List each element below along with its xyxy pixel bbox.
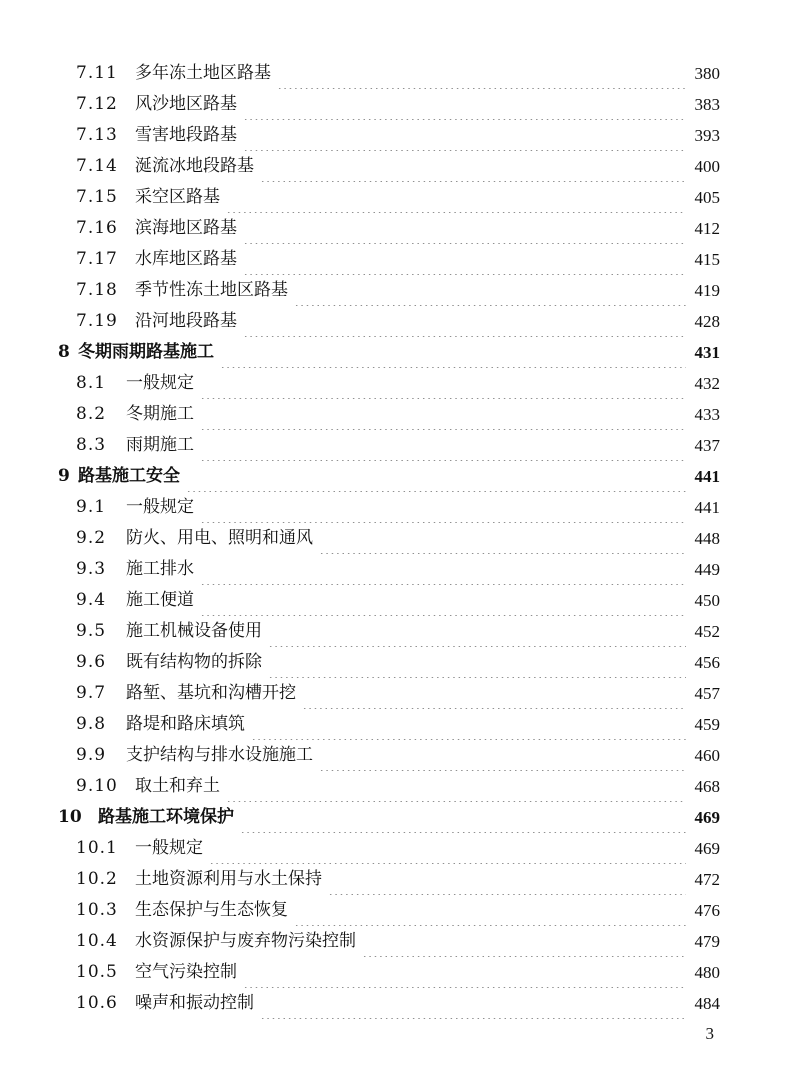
toc-section-entry[interactable] xyxy=(0,306,790,337)
toc-section-entry[interactable] xyxy=(0,616,790,647)
toc-entry-title: 一般规定 xyxy=(126,497,194,517)
toc-entry-page: 412 xyxy=(694,219,720,238)
toc-dot-leader xyxy=(226,182,686,213)
toc-dot-leader xyxy=(260,151,686,182)
toc-entry-page: 448 xyxy=(694,529,720,548)
toc-entry-title: 一般规定 xyxy=(135,838,203,858)
toc-dot-leader xyxy=(268,647,686,678)
toc-entry-page: 484 xyxy=(694,994,720,1013)
toc-section-entry[interactable] xyxy=(0,58,790,89)
toc-entry-number: 10.2 xyxy=(76,869,118,889)
toc-section-entry[interactable] xyxy=(0,678,790,709)
toc-entry-number: 7.11 xyxy=(76,63,118,83)
toc-entry-number: 10.4 xyxy=(76,931,118,951)
toc-dot-leader xyxy=(362,926,686,957)
toc-entry-page: 405 xyxy=(694,188,720,207)
toc-entry-page: 449 xyxy=(694,560,720,579)
toc-entry-title: 施工机械设备使用 xyxy=(126,621,262,641)
toc-entry-page: 469 xyxy=(694,808,720,827)
toc-entry-page: 472 xyxy=(694,870,720,889)
toc-chapter-entry[interactable] xyxy=(0,802,790,833)
toc-entry-title: 路堑、基坑和沟槽开挖 xyxy=(126,683,296,703)
toc-dot-leader xyxy=(200,430,686,461)
toc-dot-leader xyxy=(294,275,686,306)
toc-dot-leader xyxy=(243,957,686,988)
toc-entry-page: 383 xyxy=(694,95,720,114)
toc-entry-page: 432 xyxy=(694,374,720,393)
toc-section-entry[interactable] xyxy=(0,926,790,957)
toc-section-entry[interactable] xyxy=(0,244,790,275)
toc-entry-title: 取土和弃土 xyxy=(135,776,220,796)
toc-entry-title: 施工便道 xyxy=(126,590,194,610)
toc-dot-leader xyxy=(260,988,686,1019)
toc-dot-leader xyxy=(200,399,686,430)
toc-section-entry[interactable] xyxy=(0,368,790,399)
toc-entry-number: 7.13 xyxy=(76,125,118,145)
toc-dot-leader xyxy=(319,740,686,771)
toc-entry-title: 施工排水 xyxy=(126,559,194,579)
toc-entry-page: 437 xyxy=(694,436,720,455)
toc-section-entry[interactable] xyxy=(0,275,790,306)
toc-dot-leader xyxy=(243,306,686,337)
toc-entry-page: 441 xyxy=(694,467,720,486)
toc-entry-number: 9.9 xyxy=(76,745,107,765)
toc-dot-leader xyxy=(268,616,686,647)
table-of-contents xyxy=(0,58,790,1019)
toc-dot-leader xyxy=(220,337,686,368)
toc-section-entry[interactable] xyxy=(0,957,790,988)
toc-dot-leader xyxy=(277,58,686,89)
toc-entry-number: 9.3 xyxy=(76,559,107,579)
toc-entry-number: 8.2 xyxy=(76,404,107,424)
toc-entry-title: 路基施工环境保护 xyxy=(98,807,234,827)
page-number: 3 xyxy=(705,1024,714,1043)
toc-section-entry[interactable] xyxy=(0,988,790,1019)
toc-entry-title: 支护结构与排水设施施工 xyxy=(126,745,313,765)
toc-entry-title: 采空区路基 xyxy=(135,187,220,207)
toc-entry-number: 7.12 xyxy=(76,94,118,114)
toc-entry-title: 路基施工安全 xyxy=(78,466,180,486)
toc-dot-leader xyxy=(302,678,686,709)
toc-entry-number: 10 xyxy=(58,807,82,827)
toc-entry-page: 469 xyxy=(694,839,720,858)
toc-section-entry[interactable] xyxy=(0,647,790,678)
toc-section-entry[interactable] xyxy=(0,492,790,523)
toc-dot-leader xyxy=(200,368,686,399)
toc-entry-title: 噪声和振动控制 xyxy=(135,993,254,1013)
toc-entry-page: 431 xyxy=(694,343,720,362)
toc-entry-title: 涎流冰地段路基 xyxy=(135,156,254,176)
toc-dot-leader xyxy=(200,554,686,585)
toc-entry-page: 480 xyxy=(694,963,720,982)
toc-entry-number: 9.5 xyxy=(76,621,107,641)
toc-entry-page: 393 xyxy=(694,126,720,145)
toc-entry-number: 9.8 xyxy=(76,714,107,734)
toc-entry-number: 7.15 xyxy=(76,187,118,207)
toc-dot-leader xyxy=(240,802,686,833)
toc-section-entry[interactable] xyxy=(0,523,790,554)
toc-entry-title: 雪害地段路基 xyxy=(135,125,237,145)
toc-entry-number: 8.3 xyxy=(76,435,107,455)
toc-section-entry[interactable] xyxy=(0,430,790,461)
toc-entry-title: 空气污染控制 xyxy=(135,962,237,982)
toc-entry-title: 滨海地区路基 xyxy=(135,218,237,238)
toc-dot-leader xyxy=(200,492,686,523)
toc-section-entry[interactable] xyxy=(0,213,790,244)
toc-entry-page: 456 xyxy=(694,653,720,672)
toc-entry-page: 441 xyxy=(694,498,720,517)
toc-entry-number: 7.17 xyxy=(76,249,118,269)
toc-entry-number: 8 xyxy=(58,342,70,362)
toc-entry-number: 10.1 xyxy=(76,838,118,858)
toc-entry-number: 10.5 xyxy=(76,962,118,982)
toc-entry-number: 9.6 xyxy=(76,652,107,672)
toc-dot-leader xyxy=(243,213,686,244)
toc-entry-title: 水资源保护与废弃物污染控制 xyxy=(135,931,356,951)
toc-entry-title: 路堤和路床填筑 xyxy=(126,714,245,734)
toc-dot-leader xyxy=(243,89,686,120)
toc-dot-leader xyxy=(328,864,686,895)
toc-entry-page: 380 xyxy=(694,64,720,83)
toc-dot-leader xyxy=(226,771,686,802)
toc-dot-leader xyxy=(200,585,686,616)
toc-entry-page: 400 xyxy=(694,157,720,176)
toc-entry-number: 9.10 xyxy=(76,776,118,796)
toc-chapter-entry[interactable] xyxy=(0,337,790,368)
toc-entry-page: 433 xyxy=(694,405,720,424)
toc-entry-number: 9.7 xyxy=(76,683,107,703)
toc-entry-page: 428 xyxy=(694,312,720,331)
toc-entry-title: 季节性冻土地区路基 xyxy=(135,280,288,300)
toc-dot-leader xyxy=(243,120,686,151)
toc-dot-leader xyxy=(243,244,686,275)
toc-entry-page: 457 xyxy=(694,684,720,703)
toc-dot-leader xyxy=(186,461,686,492)
toc-section-entry[interactable] xyxy=(0,709,790,740)
toc-entry-title: 生态保护与生态恢复 xyxy=(135,900,288,920)
toc-entry-title: 水库地区路基 xyxy=(135,249,237,269)
toc-entry-title: 雨期施工 xyxy=(126,435,194,455)
toc-entry-page: 459 xyxy=(694,715,720,734)
toc-entry-title: 既有结构物的拆除 xyxy=(126,652,262,672)
toc-entry-title: 冬期雨期路基施工 xyxy=(78,342,214,362)
toc-entry-number: 10.3 xyxy=(76,900,118,920)
toc-entry-page: 452 xyxy=(694,622,720,641)
toc-entry-title: 土地资源利用与水土保持 xyxy=(135,869,322,889)
toc-section-entry[interactable] xyxy=(0,895,790,926)
toc-entry-title: 多年冻土地区路基 xyxy=(135,63,271,83)
toc-entry-number: 10.6 xyxy=(76,993,118,1013)
toc-entry-number: 7.16 xyxy=(76,218,118,238)
toc-entry-number: 8.1 xyxy=(76,373,107,393)
toc-dot-leader xyxy=(294,895,686,926)
toc-entry-title: 防火、用电、照明和通风 xyxy=(126,528,313,548)
toc-section-entry[interactable] xyxy=(0,585,790,616)
toc-entry-number: 9.1 xyxy=(76,497,107,517)
toc-section-entry[interactable] xyxy=(0,554,790,585)
toc-dot-leader xyxy=(209,833,686,864)
toc-entry-number: 9 xyxy=(58,466,70,486)
toc-entry-page: 419 xyxy=(694,281,720,300)
toc-entry-page: 479 xyxy=(694,932,720,951)
toc-chapter-entry[interactable] xyxy=(0,461,790,492)
toc-section-entry[interactable] xyxy=(0,833,790,864)
toc-entry-title: 风沙地区路基 xyxy=(135,94,237,114)
toc-section-entry[interactable] xyxy=(0,771,790,802)
toc-entry-title: 一般规定 xyxy=(126,373,194,393)
toc-entry-number: 7.19 xyxy=(76,311,118,331)
toc-entry-page: 460 xyxy=(694,746,720,765)
toc-entry-number: 7.14 xyxy=(76,156,118,176)
toc-entry-title: 冬期施工 xyxy=(126,404,194,424)
toc-entry-number: 9.2 xyxy=(76,528,107,548)
toc-section-entry[interactable] xyxy=(0,399,790,430)
toc-section-entry[interactable] xyxy=(0,89,790,120)
toc-dot-leader xyxy=(251,709,686,740)
toc-entry-title: 沿河地段路基 xyxy=(135,311,237,331)
toc-entry-number: 7.18 xyxy=(76,280,118,300)
toc-entry-number: 9.4 xyxy=(76,590,107,610)
toc-entry-page: 450 xyxy=(694,591,720,610)
toc-section-entry[interactable] xyxy=(0,182,790,213)
toc-section-entry[interactable] xyxy=(0,151,790,182)
toc-section-entry[interactable] xyxy=(0,120,790,151)
toc-entry-page: 476 xyxy=(694,901,720,920)
toc-section-entry[interactable] xyxy=(0,740,790,771)
toc-entry-page: 415 xyxy=(694,250,720,269)
toc-dot-leader xyxy=(319,523,686,554)
toc-section-entry[interactable] xyxy=(0,864,790,895)
toc-entry-page: 468 xyxy=(694,777,720,796)
